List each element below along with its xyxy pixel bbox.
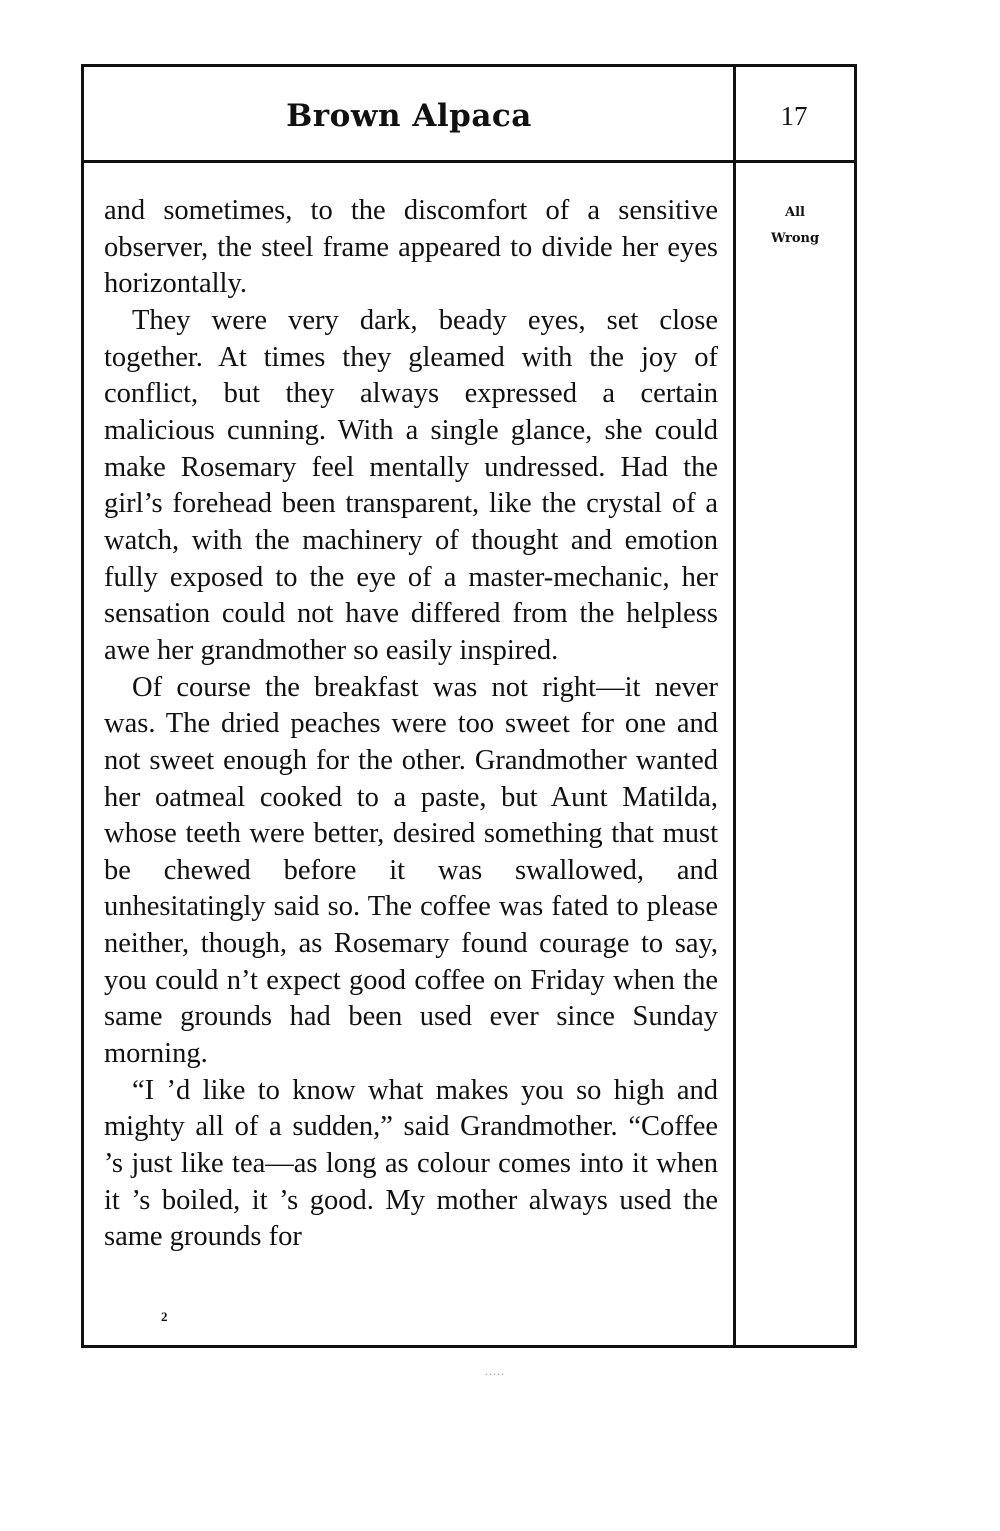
page-number: 17 [780, 101, 808, 131]
footer-dots: ..... [485, 1364, 505, 1378]
margin-note-line: All [785, 205, 805, 220]
page-header [84, 67, 854, 163]
paragraph: and sometimes, to the discomfort of a sensitive observer, the steel frame appeared to divide her eyes horizontally. [104, 195, 718, 300]
column-divider [733, 67, 736, 1345]
body-text [104, 193, 718, 1256]
margin-note-line: Wrong [770, 231, 820, 246]
margin-note [736, 200, 854, 252]
paragraph: Of course the breakfast was not right—it never was. The dried peaches were too sweet for one and not sweet enough for the other. Grandmother wanted her oatmeal cooked to a paste, but Aunt Matilda, whose teeth were better, desired something that must be chewed before it was swallowed, and unhesitatingly said so. The coffee was fated to please neither, though, as Rosemary found courage to say, you could n’t expect good coffee on Friday when the same grounds had been used ever since Sunday morning. [104, 671, 718, 1070]
running-title: Brown Alpaca [286, 98, 532, 134]
page-frame [81, 64, 857, 1348]
signature-mark: 2 [161, 1309, 168, 1324]
paragraph: They were very dark, beady eyes, set close together. At times they gleamed with the joy of conflict, but they always expressed a certain malicious cunning. With a single glance, she could make Rosemary feel mentally undressed. Had the girl’s forehead been transparent, like the crystal of a watch, with the machinery of thought and emotion fully exposed to the eye of a master-mechanic, her sensation could not have differed from the helpless awe her grandmother so easily inspired. [104, 304, 718, 666]
paragraph: “I ’d like to know what makes you so high and mighty all of a sudden,” said Grandmother. “Coffee ’s just like tea—as long as colour comes into it when it ’s boiled, it ’s good. My mother always used the same grounds for [104, 1074, 718, 1253]
